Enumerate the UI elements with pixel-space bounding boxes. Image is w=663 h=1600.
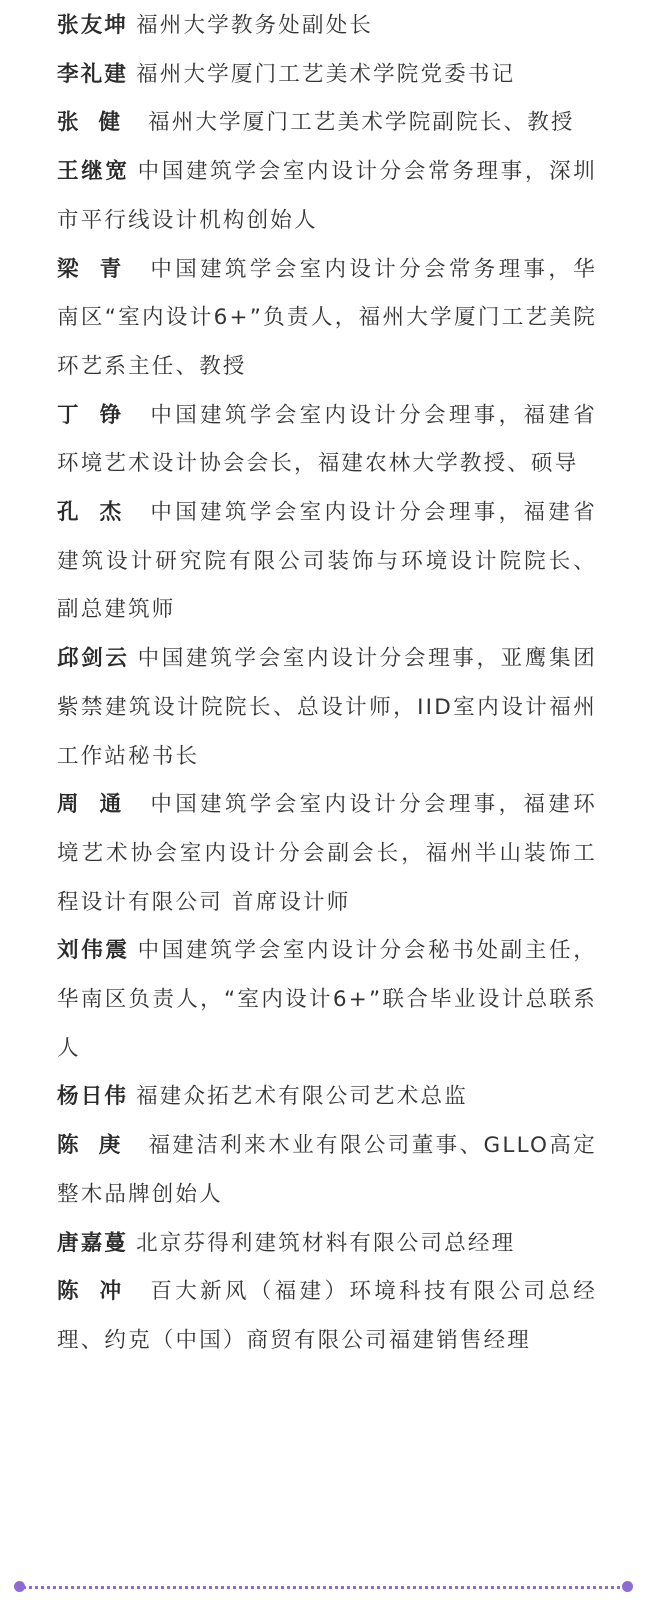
member-name: 周通 xyxy=(57,792,143,818)
member-title: 福州大学厦门工艺美术学院副院长、教授 xyxy=(148,110,575,136)
member-title: 福州大学教务处副处长 xyxy=(136,13,374,38)
member-name: 孔杰 xyxy=(57,500,143,526)
member-title: 中国建筑学会室内设计分会理事，福建省建筑设计研究院有限公司装饰与环境设计院院长、副总建筑师 xyxy=(57,500,597,623)
member-name: 丁铮 xyxy=(57,402,143,428)
list-item xyxy=(57,1073,597,1122)
member-title: 中国建筑学会室内设计分会理事，亚鹰集团紫禁建筑设计院院长、总设计师，IID室内设计福州工作站秘书长 xyxy=(57,646,597,769)
member-name: 张健 xyxy=(57,110,141,136)
list-item xyxy=(57,51,597,100)
member-title: 北京芬得利建筑材料有限公司总经理 xyxy=(136,1230,516,1256)
member-name: 杨日伟 xyxy=(57,1084,129,1110)
member-name: 王继宽 xyxy=(57,159,130,185)
member-title: 中国建筑学会室内设计分会常务理事，深圳市平行线设计机构创始人 xyxy=(57,159,597,233)
list-item xyxy=(57,781,597,927)
list-item xyxy=(57,148,597,245)
list-item xyxy=(57,489,597,635)
member-name: 邱剑云 xyxy=(57,646,130,672)
list-item xyxy=(57,927,597,1073)
member-title: 中国建筑学会室内设计分会常务理事，华南区“室内设计6+”负责人，福州大学厦门工艺美院环艺系主任、教授 xyxy=(57,256,597,379)
list-item xyxy=(57,1268,597,1365)
divider-end-dot xyxy=(14,1581,25,1592)
list-item xyxy=(57,1220,597,1269)
dotted-divider xyxy=(18,1586,631,1589)
list-item xyxy=(57,392,597,489)
member-title: 百大新风（福建）环境科技有限公司总经理、约克（中国）商贸有限公司福建销售经理 xyxy=(57,1279,597,1353)
list-item xyxy=(57,2,597,51)
member-title: 中国建筑学会室内设计分会秘书处副主任，华南区负责人，“室内设计6+”联合毕业设计总联系人 xyxy=(57,938,597,1061)
member-title: 中国建筑学会室内设计分会理事，福建省环境艺术设计协会会长，福建农林大学教授、硕导 xyxy=(57,402,597,477)
member-title: 福建洁利来木业有限公司董事、GLLO高定整木品牌创始人 xyxy=(57,1133,597,1207)
list-item xyxy=(57,635,597,781)
member-name: 唐嘉蔓 xyxy=(57,1230,129,1256)
member-name: 刘伟震 xyxy=(57,938,130,964)
list-item xyxy=(57,1122,597,1219)
member-title: 福建众拓艺术有限公司艺术总监 xyxy=(136,1084,468,1110)
member-list xyxy=(57,2,597,1366)
list-item xyxy=(57,246,597,392)
list-item xyxy=(57,99,597,148)
member-name: 陈冲 xyxy=(57,1279,143,1305)
member-title: 福州大学厦门工艺美术学院党委书记 xyxy=(136,61,516,87)
divider-end-dot xyxy=(622,1581,633,1592)
member-title: 中国建筑学会室内设计分会理事，福建环境艺术协会室内设计分会副会长，福州半山装饰工程设计有限公司 首席设计师 xyxy=(57,792,597,915)
member-name: 梁青 xyxy=(57,256,143,282)
member-name: 陈庚 xyxy=(57,1133,141,1159)
member-name: 张友坤 xyxy=(57,13,129,38)
member-name: 李礼建 xyxy=(57,61,129,87)
